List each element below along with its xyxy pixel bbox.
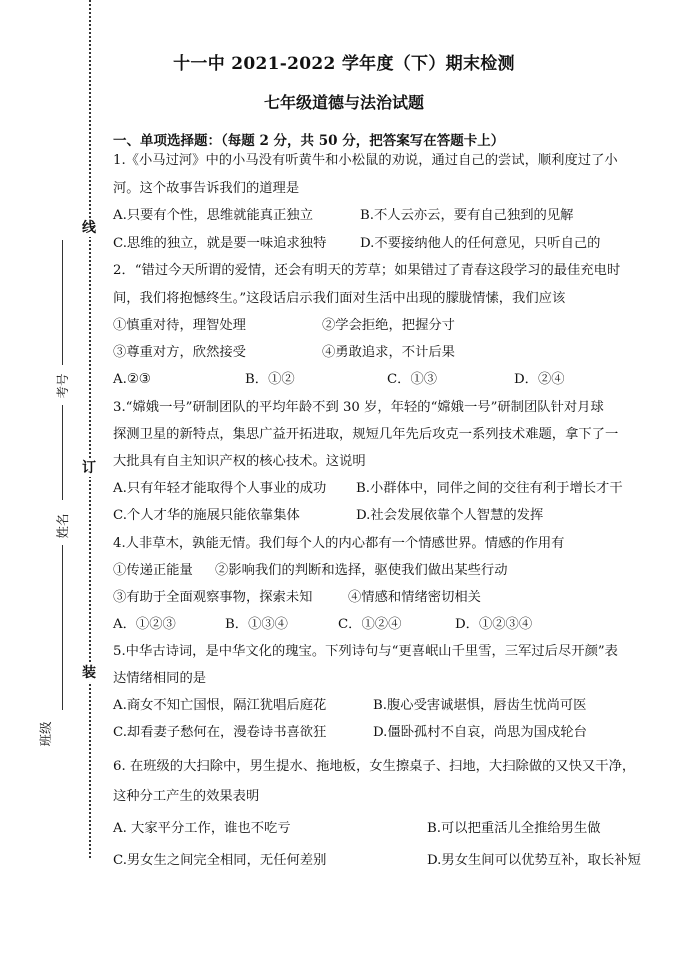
binding-dotted-line bbox=[89, 0, 91, 858]
binding-mark-ding: 订 bbox=[82, 460, 96, 476]
exam-subtitle: 七年级道德与法治试题 bbox=[263, 93, 424, 112]
q3-stem-line-2: 探测卫星的新特点，集思广益开拓进取，规短几年先后攻克一系列技术难题，拿下了一 bbox=[113, 427, 619, 442]
q2-option-a: A.②③ bbox=[113, 372, 151, 387]
q1-stem-line-1: 1.《小马过河》中的小马没有听黄牛和小松鼠的劝说，通过自己的尝试，顺利度过了小 bbox=[113, 153, 618, 168]
binding-mark-zhuang: 装 bbox=[82, 665, 96, 681]
q5-option-c: C.却看妻子愁何在，漫卷诗书喜欲狂 bbox=[113, 725, 327, 740]
q4-option-b: B．①③④ bbox=[225, 617, 288, 632]
q2-stem-line-1: 2．“错过今天所谓的爱情，还会有明天的芳草；如果错过了青春这段学习的最佳充电时 bbox=[113, 263, 621, 278]
q3-option-c: C.个人才华的施展只能依靠集体 bbox=[113, 508, 300, 523]
q2-item-4: ④勇敢追求，不计后果 bbox=[322, 345, 455, 360]
section-heading: 一、单项选择题：（每题 2 分，共 50 分，把答案写在答题卡上） bbox=[113, 133, 505, 149]
q5-stem-line-1: 5.中华古诗词，是中华文化的瑰宝。下列诗句与“更喜岷山千里雪，三军过后尽开颜”表 bbox=[113, 644, 618, 659]
q1-option-d: D.不要接纳他人的任何意见，只听自己的 bbox=[360, 236, 601, 251]
q4-item-4: ④情感和情绪密切相关 bbox=[348, 590, 481, 605]
q4-option-a: A．①②③ bbox=[113, 617, 176, 632]
q1-option-c: C.思维的独立，就是要一味追求独特 bbox=[113, 236, 327, 251]
q4-option-c: C．①②④ bbox=[338, 617, 402, 632]
binding-mark-xian: 线 bbox=[82, 220, 96, 236]
class-label: 班级 bbox=[38, 721, 53, 747]
q2-option-b: B．①② bbox=[245, 372, 295, 387]
q4-stem-line-1: 4.人非草木，孰能无情。我们每个人的内心都有一个情感世界。情感的作用有 bbox=[113, 536, 565, 551]
q6-option-d: D.男女生间可以优势互补，取长补短 bbox=[427, 853, 641, 868]
q1-option-a: A.只要有个性，思维就能真正独立 bbox=[113, 208, 313, 223]
q2-item-2: ②学会拒绝，把握分寸 bbox=[322, 318, 455, 333]
q5-option-b: B.腹心受害诚堪惧，唇齿生忧尚可医 bbox=[373, 698, 587, 713]
q3-stem-line-3: 大批具有自主知识产权的核心技术。这说明 bbox=[113, 454, 366, 469]
q3-option-d: D.社会发展依靠个人智慧的发挥 bbox=[356, 508, 544, 523]
q2-item-1: ①慎重对待，理智处理 bbox=[113, 318, 246, 333]
q3-stem-line-1: 3.“嫦娥一号”研制团队的平均年龄不到 30 岁，年轻的“嫦娥一号”研制团队针对月球 bbox=[113, 400, 604, 415]
name-rule bbox=[62, 405, 63, 500]
q5-option-a: A.商女不知亡国恨，隔江犹唱后庭花 bbox=[113, 698, 327, 713]
q1-stem-line-2: 河。这个故事告诉我们的道理是 bbox=[113, 181, 300, 196]
q4-item-1: ①传递正能量 bbox=[113, 563, 193, 578]
q3-option-b: B.小群体中，同伴之间的交往有利于增长才干 bbox=[356, 481, 623, 496]
q1-option-b: B.不人云亦云，要有自己独到的见解 bbox=[360, 208, 574, 223]
q5-option-d: D.僵卧孤村不自哀，尚思为国戍轮台 bbox=[373, 725, 587, 740]
exam-number-rule bbox=[62, 240, 63, 365]
q4-item-2: ②影响我们的判断和选择，驱使我们做出某些行动 bbox=[215, 563, 508, 578]
q6-option-a: A. 大家平分工作，谁也不吃亏 bbox=[113, 821, 291, 836]
q6-option-c: C.男女生之间完全相同，无任何差别 bbox=[113, 853, 327, 868]
exam-number-label: 考号 bbox=[55, 373, 70, 399]
q2-item-3: ③尊重对方，欣然接受 bbox=[113, 345, 246, 360]
q6-stem-line-2: 这种分工产生的效果表明 bbox=[113, 789, 260, 804]
exam-title: 十一中 2021-2022 学年度（下）期末检测 bbox=[173, 54, 515, 74]
class-rule bbox=[62, 545, 63, 710]
q2-option-d: D．②④ bbox=[514, 372, 565, 387]
q6-stem-line-1: 6. 在班级的大扫除中，男生提水、拖地板，女生擦桌子、扫地，大扫除做的又快又干净， bbox=[113, 759, 636, 774]
q2-option-c: C．①③ bbox=[387, 372, 438, 387]
q5-stem-line-2: 达情绪相同的是 bbox=[113, 671, 207, 686]
q6-option-b: B.可以把重活儿全推给男生做 bbox=[427, 821, 601, 836]
q2-stem-line-2: 间，我们将抱憾终生。”这段话启示我们面对生活中出现的朦胧情愫，我们应该 bbox=[113, 291, 566, 306]
q3-option-a: A.只有年轻才能取得个人事业的成功 bbox=[113, 481, 327, 496]
q4-option-d: D．①②③④ bbox=[455, 617, 533, 632]
name-label: 姓名 bbox=[55, 513, 70, 539]
q4-item-3: ③有助于全面观察事物，探索未知 bbox=[113, 590, 313, 605]
